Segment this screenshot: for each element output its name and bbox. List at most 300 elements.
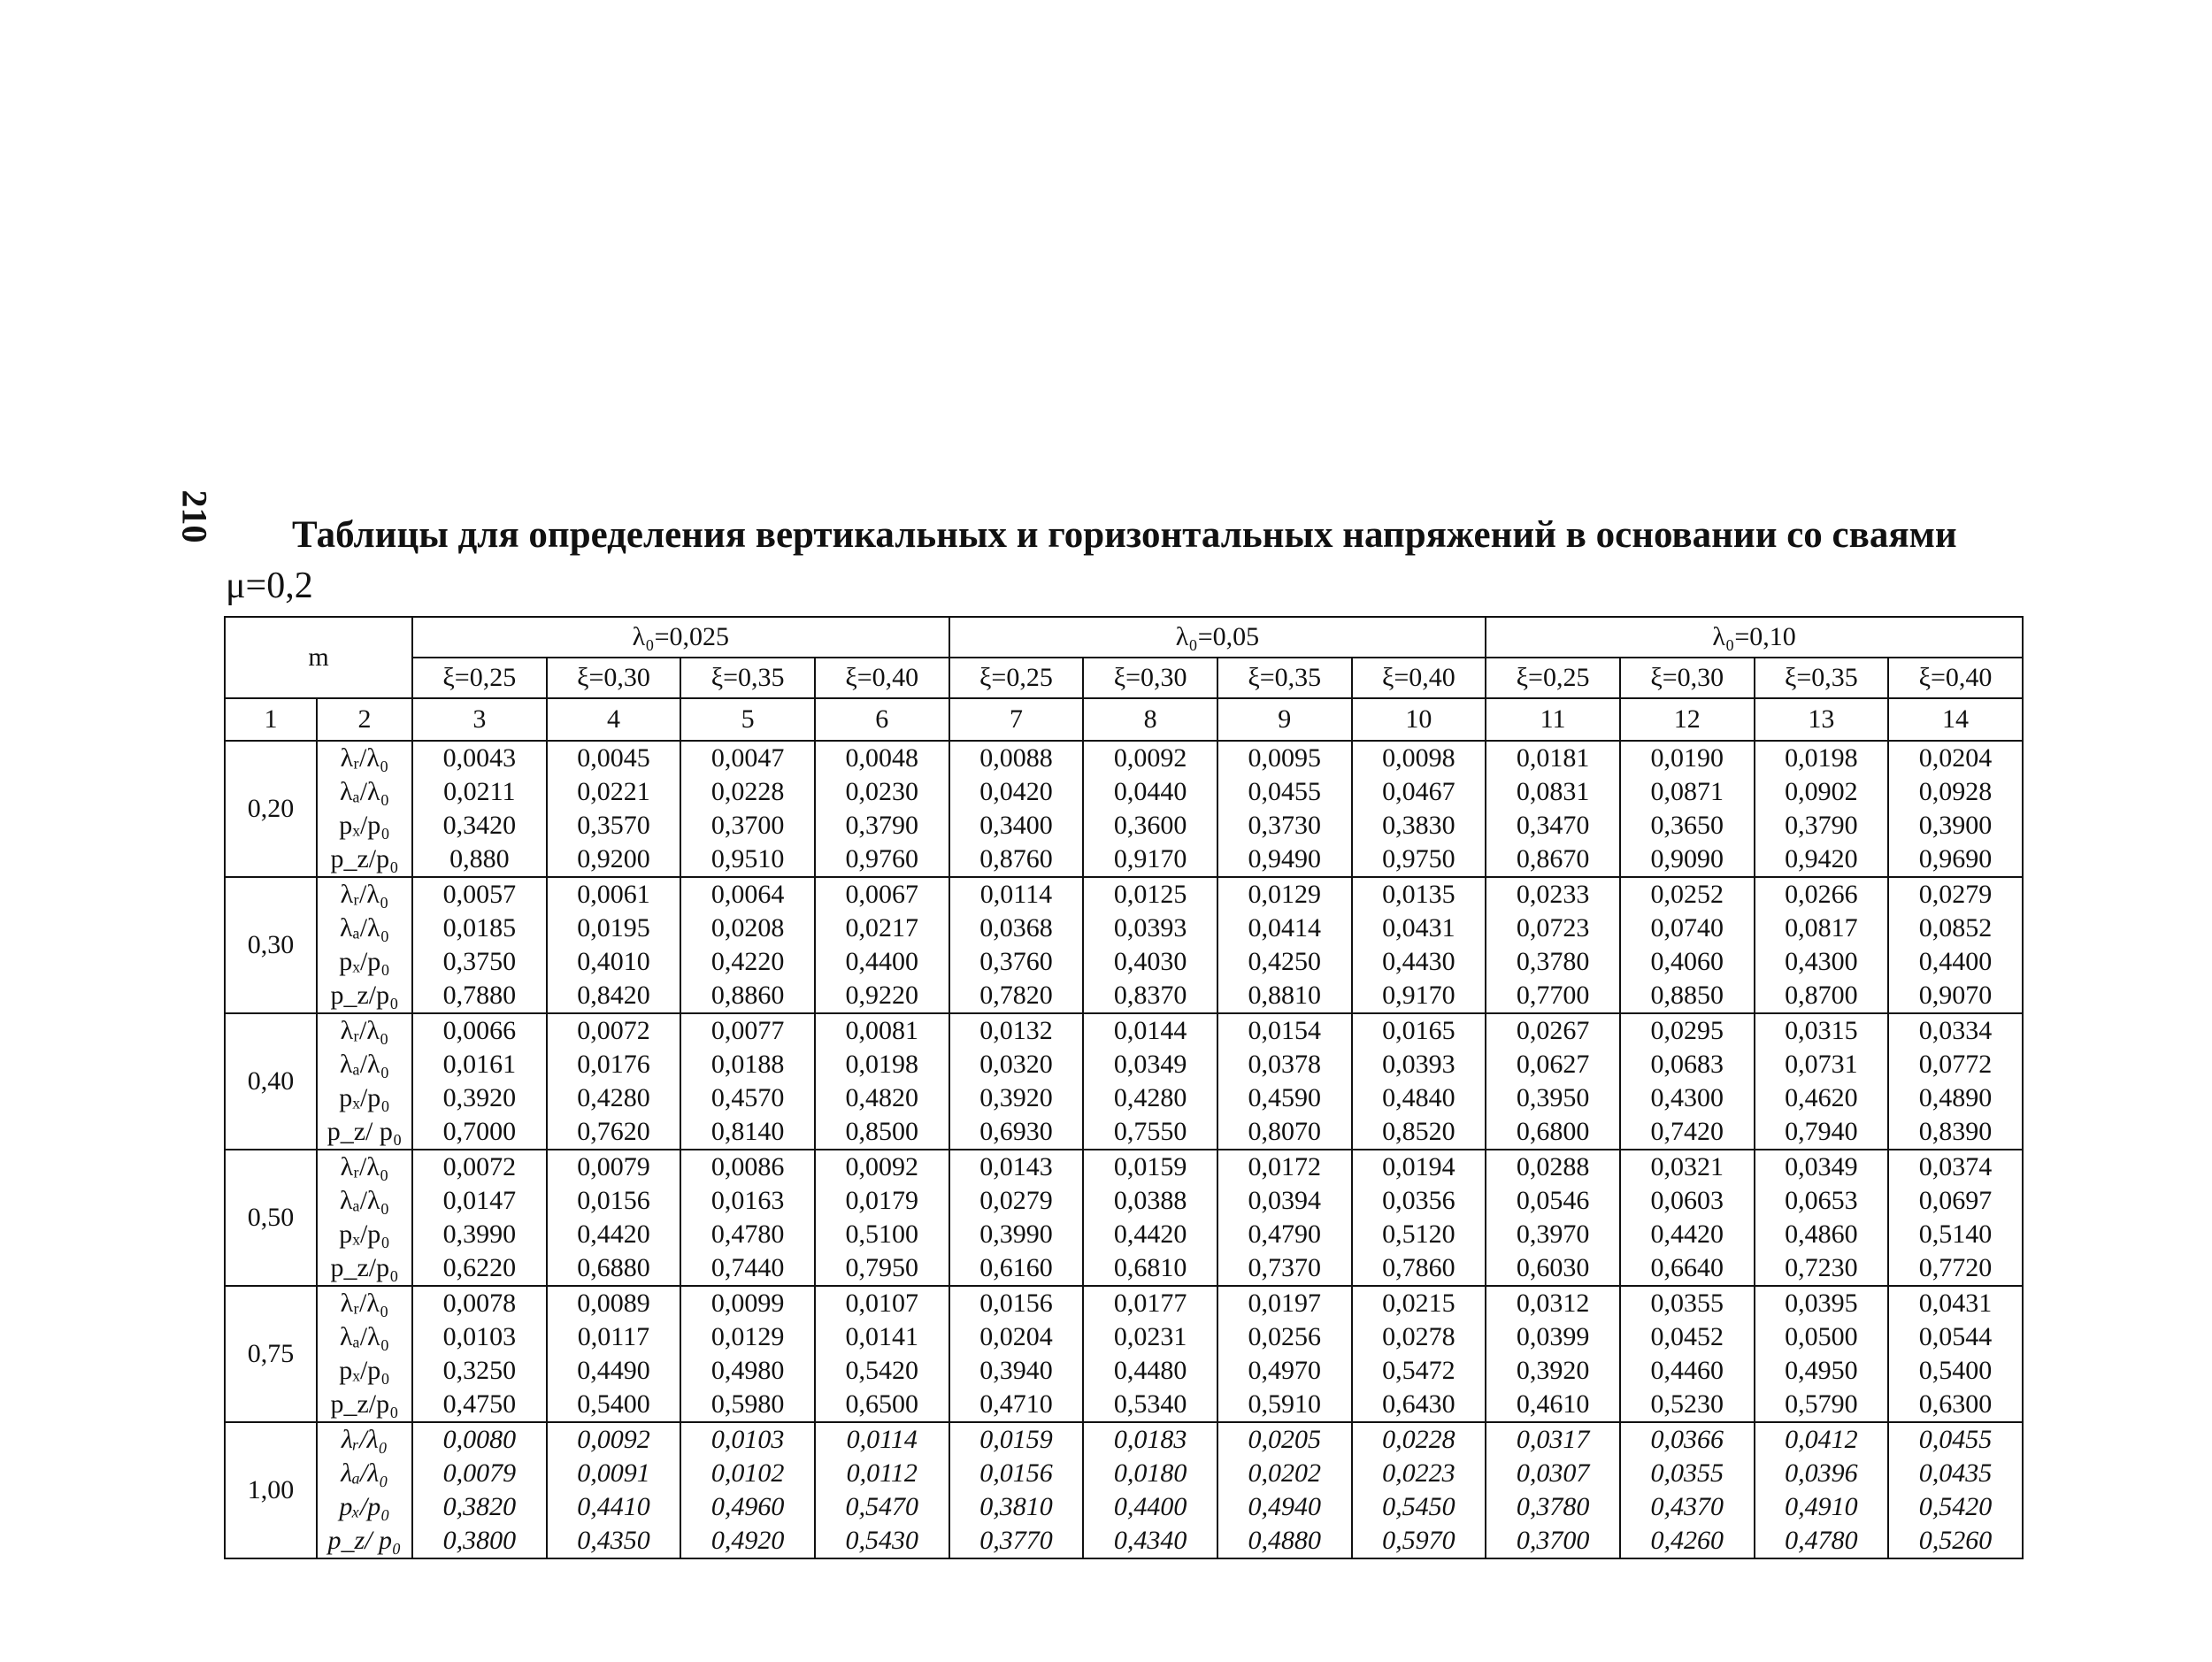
cell-value: 0,9170 xyxy=(1113,844,1187,873)
cell-value: 0,5340 xyxy=(1113,1389,1187,1419)
xi-header: ξ=0,35 xyxy=(680,658,815,698)
cell-value: 0,0092 xyxy=(845,1152,919,1181)
value-cell xyxy=(1755,1013,1889,1150)
cell-value: 0,4610 xyxy=(1516,1389,1590,1419)
column-number: 10 xyxy=(1352,698,1486,741)
cell-value: 0,8390 xyxy=(1918,1117,1993,1146)
value-cell xyxy=(412,741,547,877)
cell-value: 0,9170 xyxy=(1382,981,1455,1010)
cell-value: 0,4420 xyxy=(1650,1220,1724,1249)
cell-value: 0,4300 xyxy=(1785,947,1858,976)
cell-value: 0,4060 xyxy=(1650,947,1724,976)
cell-value: 0,0252 xyxy=(1650,880,1724,909)
value-cell xyxy=(1217,741,1352,877)
cell-value: 0,7000 xyxy=(442,1117,517,1146)
cell-value: 0,3650 xyxy=(1650,811,1724,840)
xi-header: ξ=0,30 xyxy=(547,658,681,698)
cell-value: 0,0190 xyxy=(1650,743,1724,773)
value-cell xyxy=(1083,1286,1217,1422)
cell-value: 0,3760 xyxy=(979,947,1053,976)
cell-value: 0,0288 xyxy=(1516,1152,1590,1181)
value-cell xyxy=(815,877,949,1013)
cell-value: 0,0114 xyxy=(846,1425,918,1454)
xi-header: ξ=0,40 xyxy=(1888,658,2023,698)
cell-value: 0,0393 xyxy=(1113,913,1187,943)
cell-value: 0,0233 xyxy=(1516,880,1590,909)
value-cell xyxy=(815,1286,949,1422)
cell-value: 0,3900 xyxy=(1918,811,1993,840)
value-cell xyxy=(1755,1422,1889,1558)
cell-value: 0,3470 xyxy=(1516,811,1590,840)
value-cell xyxy=(1083,741,1217,877)
value-cell xyxy=(1083,1013,1217,1150)
cell-value: 0,3600 xyxy=(1113,811,1187,840)
cell-value: 0,5230 xyxy=(1650,1389,1724,1419)
value-cell xyxy=(547,1150,681,1286)
ratio-symbol: λᵣ/λ₀ xyxy=(340,1289,389,1318)
cell-value: 0,0077 xyxy=(710,1016,785,1045)
cell-value: 0,4780 xyxy=(710,1220,785,1249)
cell-value: 0,6640 xyxy=(1650,1253,1724,1282)
value-cell xyxy=(1217,1422,1352,1558)
cell-value: 0,0102 xyxy=(710,1458,785,1488)
value-cell xyxy=(1083,1422,1217,1558)
cell-value: 0,3780 xyxy=(1516,947,1590,976)
cell-value: 0,7230 xyxy=(1785,1253,1858,1282)
cell-value: 0,0215 xyxy=(1382,1289,1455,1318)
value-cell xyxy=(1620,1150,1755,1286)
cell-value: 0,3920 xyxy=(1516,1356,1590,1385)
column-number-row xyxy=(225,698,2023,741)
cell-value: 0,0317 xyxy=(1516,1425,1590,1454)
cell-value: 0,3920 xyxy=(442,1083,517,1112)
cell-value: 0,3790 xyxy=(1785,811,1858,840)
table-row xyxy=(225,1286,2023,1422)
value-cell xyxy=(412,1150,547,1286)
cell-value: 0,0081 xyxy=(845,1016,919,1045)
cell-value: 0,0544 xyxy=(1918,1322,1993,1351)
cell-value: 0,3780 xyxy=(1516,1492,1590,1521)
cell-value: 0,0107 xyxy=(845,1289,919,1318)
cell-value: 0,9760 xyxy=(845,844,919,873)
value-cell xyxy=(1486,1013,1620,1150)
cell-value: 0,0278 xyxy=(1382,1322,1455,1351)
cell-value: 0,0223 xyxy=(1382,1458,1455,1488)
cell-value: 0,0440 xyxy=(1113,777,1187,806)
cell-value: 0,0204 xyxy=(1918,743,1993,773)
cell-value: 0,0217 xyxy=(845,913,919,943)
cell-value: 0,8370 xyxy=(1113,981,1187,1010)
cell-value: 0,0172 xyxy=(1248,1152,1322,1181)
cell-value: 0,8850 xyxy=(1650,981,1724,1010)
stress-table-body xyxy=(225,617,2023,1558)
cell-value: 0,0188 xyxy=(710,1050,785,1079)
cell-value: 0,4840 xyxy=(1382,1083,1455,1112)
m-value: 0,30 xyxy=(225,877,317,1013)
value-cell xyxy=(1888,1286,2023,1422)
cell-value: 0,4860 xyxy=(1785,1220,1858,1249)
cell-value: 0,0144 xyxy=(1113,1016,1187,1045)
cell-value: 0,0086 xyxy=(710,1152,785,1181)
lambda0-group-header: λ₀=0,025 xyxy=(412,617,949,658)
cell-value: 0,0208 xyxy=(710,913,785,943)
cell-value: 0,0266 xyxy=(1785,880,1858,909)
cell-value: 0,0603 xyxy=(1650,1186,1724,1215)
value-cell xyxy=(1620,1286,1755,1422)
cell-value: 0,0740 xyxy=(1650,913,1724,943)
cell-value: 0,6800 xyxy=(1516,1117,1590,1146)
cell-value: 0,4620 xyxy=(1785,1083,1858,1112)
cell-value: 0,0267 xyxy=(1516,1016,1590,1045)
ratio-symbols xyxy=(317,1286,412,1422)
cell-value: 0,4710 xyxy=(979,1389,1053,1419)
cell-value: 0,0455 xyxy=(1918,1425,1993,1454)
ratio-symbol: p_z/p₀ xyxy=(330,1253,399,1282)
value-cell xyxy=(680,1286,815,1422)
ratio-symbol: λᵣ/λ₀ xyxy=(340,1016,389,1045)
column-number: 3 xyxy=(412,698,547,741)
cell-value: 0,0103 xyxy=(710,1425,785,1454)
cell-value: 0,9690 xyxy=(1918,844,1993,873)
cell-value: 0,0159 xyxy=(979,1425,1053,1454)
cell-value: 0,5470 xyxy=(845,1492,919,1521)
cell-value: 0,0147 xyxy=(442,1186,517,1215)
column-number: 8 xyxy=(1083,698,1217,741)
cell-value: 0,7550 xyxy=(1113,1117,1187,1146)
cell-value: 0,0431 xyxy=(1918,1289,1993,1318)
column-number: 7 xyxy=(949,698,1084,741)
cell-value: 0,0099 xyxy=(710,1289,785,1318)
cell-value: 0,8420 xyxy=(577,981,650,1010)
cell-value: 0,5260 xyxy=(1918,1526,1993,1555)
cell-value: 0,4340 xyxy=(1113,1526,1187,1555)
cell-value: 0,3950 xyxy=(1516,1083,1590,1112)
value-cell xyxy=(1217,1286,1352,1422)
header-row-xi xyxy=(225,658,2023,698)
cell-value: 0,0228 xyxy=(710,777,785,806)
cell-value: 0,0500 xyxy=(1785,1322,1858,1351)
cell-value: 0,4880 xyxy=(1248,1526,1322,1555)
ratio-symbol: p_z/ p₀ xyxy=(326,1117,403,1146)
cell-value: 0,0132 xyxy=(979,1016,1053,1045)
cell-value: 0,4980 xyxy=(710,1356,785,1385)
value-cell xyxy=(412,877,547,1013)
cell-value: 0,0141 xyxy=(845,1322,919,1351)
cell-value: 0,0159 xyxy=(1113,1152,1187,1181)
ratio-symbol: pₓ/p₀ xyxy=(339,1492,390,1521)
cell-value: 0,7370 xyxy=(1248,1253,1322,1282)
cell-value: 0,0546 xyxy=(1516,1186,1590,1215)
cell-value: 0,0117 xyxy=(577,1322,650,1351)
value-cell xyxy=(1755,1286,1889,1422)
cell-value: 0,3570 xyxy=(577,811,650,840)
cell-value: 0,7700 xyxy=(1516,981,1590,1010)
cell-value: 0,0394 xyxy=(1248,1186,1322,1215)
value-cell xyxy=(680,1013,815,1150)
table-row xyxy=(225,1422,2023,1558)
cell-value: 0,0230 xyxy=(845,777,919,806)
cell-value: 0,0195 xyxy=(577,913,650,943)
ratio-symbols xyxy=(317,1422,412,1558)
cell-value: 0,4960 xyxy=(710,1492,785,1521)
cell-value: 0,4950 xyxy=(1785,1356,1858,1385)
cell-value: 0,0088 xyxy=(979,743,1053,773)
cell-value: 0,6930 xyxy=(979,1117,1053,1146)
cell-value: 0,0129 xyxy=(710,1322,785,1351)
cell-value: 0,0393 xyxy=(1382,1050,1455,1079)
cell-value: 0,4010 xyxy=(577,947,650,976)
cell-value: 0,7420 xyxy=(1650,1117,1724,1146)
cell-value: 0,3820 xyxy=(442,1492,517,1521)
cell-value: 0,0204 xyxy=(979,1322,1053,1351)
cell-value: 0,0072 xyxy=(442,1152,517,1181)
column-number: 9 xyxy=(1217,698,1352,741)
column-number: 4 xyxy=(547,698,681,741)
cell-value: 0,5450 xyxy=(1382,1492,1455,1521)
cell-value: 0,9220 xyxy=(845,981,919,1010)
cell-value: 0,4790 xyxy=(1248,1220,1322,1249)
cell-value: 0,0772 xyxy=(1918,1050,1993,1079)
ratio-symbol: p_z/p₀ xyxy=(330,1389,399,1419)
value-cell xyxy=(680,741,815,877)
cell-value: 0,4940 xyxy=(1248,1492,1322,1521)
cell-value: 0,9200 xyxy=(577,844,650,873)
cell-value: 0,4460 xyxy=(1650,1356,1724,1385)
cell-value: 0,0064 xyxy=(710,880,785,909)
ratio-symbol: λₐ/λ₀ xyxy=(339,1186,390,1215)
cell-value: 0,0043 xyxy=(442,743,517,773)
cell-value: 0,0114 xyxy=(979,880,1053,909)
table-row xyxy=(225,1150,2023,1286)
cell-value: 0,0176 xyxy=(577,1050,650,1079)
table-row xyxy=(225,877,2023,1013)
ratio-symbol: pₓ/p₀ xyxy=(339,1356,390,1385)
value-cell xyxy=(1486,741,1620,877)
ratio-symbols xyxy=(317,877,412,1013)
cell-value: 0,8670 xyxy=(1516,844,1590,873)
value-cell xyxy=(1755,1150,1889,1286)
m-value: 0,75 xyxy=(225,1286,317,1422)
m-value: 1,00 xyxy=(225,1422,317,1558)
cell-value: 0,0355 xyxy=(1650,1458,1724,1488)
cell-value: 0,3420 xyxy=(442,811,517,840)
cell-value: 0,0202 xyxy=(1248,1458,1322,1488)
cell-value: 0,9090 xyxy=(1650,844,1724,873)
value-cell xyxy=(815,741,949,877)
cell-value: 0,6430 xyxy=(1382,1389,1455,1419)
ratio-symbol: λₐ/λ₀ xyxy=(339,777,390,806)
ratio-symbol: λᵣ/λ₀ xyxy=(340,880,389,909)
cell-value: 0,6160 xyxy=(979,1253,1053,1282)
cell-value: 0,3750 xyxy=(442,947,517,976)
cell-value: 0,4920 xyxy=(710,1526,785,1555)
cell-value: 0,7950 xyxy=(845,1253,919,1282)
cell-value: 0,4370 xyxy=(1650,1492,1724,1521)
cell-value: 0,0420 xyxy=(979,777,1053,806)
cell-value: 0,0067 xyxy=(845,880,919,909)
cell-value: 0,0395 xyxy=(1785,1289,1858,1318)
cell-value: 0,0467 xyxy=(1382,777,1455,806)
ratio-symbol: pₓ/p₀ xyxy=(339,947,390,976)
cell-value: 0,9420 xyxy=(1785,844,1858,873)
cell-value: 0,8500 xyxy=(845,1117,919,1146)
cell-value: 0,0228 xyxy=(1382,1425,1455,1454)
cell-value: 0,7440 xyxy=(710,1253,785,1282)
cell-value: 0,4910 xyxy=(1785,1492,1858,1521)
cell-value: 0,8520 xyxy=(1382,1117,1455,1146)
ratio-symbol: λₐ/λ₀ xyxy=(339,1050,390,1079)
cell-value: 0,0165 xyxy=(1382,1016,1455,1045)
value-cell xyxy=(1217,1150,1352,1286)
cell-value: 0,4430 xyxy=(1382,947,1455,976)
m-value: 0,40 xyxy=(225,1013,317,1150)
cell-value: 0,0092 xyxy=(577,1425,650,1454)
cell-value: 0,4420 xyxy=(1113,1220,1187,1249)
cell-value: 0,0435 xyxy=(1918,1458,1993,1488)
ratio-symbol: p_z/ p₀ xyxy=(327,1526,402,1555)
cell-value: 0,0129 xyxy=(1248,880,1322,909)
value-cell xyxy=(412,1422,547,1558)
cell-value: 0,7940 xyxy=(1785,1117,1858,1146)
cell-value: 0,5420 xyxy=(1918,1492,1993,1521)
ratio-symbol: pₓ/p₀ xyxy=(339,1083,390,1112)
value-cell xyxy=(412,1013,547,1150)
cell-value: 0,0697 xyxy=(1918,1186,1993,1215)
cell-value: 0,5980 xyxy=(710,1389,785,1419)
cell-value: 0,0334 xyxy=(1918,1016,1993,1045)
cell-value: 0,0279 xyxy=(1918,880,1993,909)
column-number: 13 xyxy=(1755,698,1889,741)
ratio-symbol: λₐ/λ₀ xyxy=(341,1458,388,1488)
cell-value: 0,0072 xyxy=(577,1016,650,1045)
cell-value: 0,0231 xyxy=(1113,1322,1187,1351)
cell-value: 0,5400 xyxy=(1918,1356,1993,1385)
value-cell xyxy=(680,877,815,1013)
cell-value: 0,0307 xyxy=(1516,1458,1590,1488)
cell-value: 0,4400 xyxy=(1113,1492,1187,1521)
cell-value: 0,7720 xyxy=(1918,1253,1993,1282)
cell-value: 0,4970 xyxy=(1248,1356,1322,1385)
cell-value: 0,8860 xyxy=(710,981,785,1010)
value-cell xyxy=(949,1422,1084,1558)
lambda0-group-header: λ₀=0,10 xyxy=(1486,617,2023,658)
cell-value: 0,0320 xyxy=(979,1050,1053,1079)
xi-header: ξ=0,40 xyxy=(815,658,949,698)
cell-value: 0,3990 xyxy=(442,1220,517,1249)
cell-value: 0,0414 xyxy=(1248,913,1322,943)
cell-value: 0,3770 xyxy=(979,1526,1053,1555)
cell-value: 0,5400 xyxy=(577,1389,650,1419)
cell-value: 0,0349 xyxy=(1113,1050,1187,1079)
cell-value: 0,3970 xyxy=(1516,1220,1590,1249)
value-cell xyxy=(1888,1150,2023,1286)
cell-value: 0,4590 xyxy=(1248,1083,1322,1112)
cell-value: 0,5100 xyxy=(845,1220,919,1249)
cell-value: 0,4220 xyxy=(710,947,785,976)
value-cell xyxy=(949,1150,1084,1286)
cell-value: 0,8070 xyxy=(1248,1117,1322,1146)
cell-value: 0,0723 xyxy=(1516,913,1590,943)
cell-value: 0,0098 xyxy=(1382,743,1455,773)
cell-value: 0,5790 xyxy=(1785,1389,1858,1419)
lambda0-group-header: λ₀=0,05 xyxy=(949,617,1486,658)
cell-value: 0,0396 xyxy=(1785,1458,1858,1488)
cell-value: 0,9510 xyxy=(710,844,785,873)
cell-value: 0,5140 xyxy=(1918,1220,1993,1249)
cell-value: 0,3800 xyxy=(442,1526,517,1555)
cell-value: 0,4250 xyxy=(1248,947,1322,976)
cell-value: 0,4280 xyxy=(577,1083,650,1112)
cell-value: 0,0135 xyxy=(1382,880,1455,909)
value-cell xyxy=(547,1013,681,1150)
value-cell xyxy=(547,1286,681,1422)
cell-value: 0,6220 xyxy=(442,1253,517,1282)
stress-table xyxy=(224,616,2024,1559)
cell-value: 0,0048 xyxy=(845,743,919,773)
cell-value: 0,4260 xyxy=(1650,1526,1724,1555)
cell-value: 0,4780 xyxy=(1785,1526,1858,1555)
table-title: Таблицы для определения вертикальных и горизонтальных напряжений в основании со сваями xyxy=(292,514,1957,556)
cell-value: 0,3700 xyxy=(710,811,785,840)
table-row xyxy=(225,1013,2023,1150)
xi-header: ξ=0,25 xyxy=(949,658,1084,698)
cell-value: 0,4750 xyxy=(442,1389,517,1419)
cell-value: 0,0355 xyxy=(1650,1289,1724,1318)
cell-value: 0,0156 xyxy=(577,1186,650,1215)
cell-value: 0,0452 xyxy=(1650,1322,1724,1351)
cell-value: 0,6880 xyxy=(577,1253,650,1282)
value-cell xyxy=(1888,1013,2023,1150)
ratio-symbol: p_z/p₀ xyxy=(330,844,399,873)
cell-value: 0,0078 xyxy=(442,1289,517,1318)
column-number: 5 xyxy=(680,698,815,741)
cell-value: 0,7880 xyxy=(442,981,517,1010)
m-value: 0,20 xyxy=(225,741,317,877)
cell-value: 0,0627 xyxy=(1516,1050,1590,1079)
value-cell xyxy=(1083,1150,1217,1286)
cell-value: 0,0079 xyxy=(577,1152,650,1181)
cell-value: 0,3830 xyxy=(1382,811,1455,840)
value-cell xyxy=(1352,741,1486,877)
page-number: 210 xyxy=(174,489,215,543)
xi-header: ξ=0,30 xyxy=(1083,658,1217,698)
cell-value: 0,8700 xyxy=(1785,981,1858,1010)
cell-value: 0,0163 xyxy=(710,1186,785,1215)
ratio-symbols xyxy=(317,1013,412,1150)
cell-value: 0,3810 xyxy=(979,1492,1053,1521)
cell-value: 0,0057 xyxy=(442,880,517,909)
cell-value: 0,0156 xyxy=(979,1458,1053,1488)
cell-value: 0,0295 xyxy=(1650,1016,1724,1045)
value-cell xyxy=(1352,1422,1486,1558)
cell-value: 0,4030 xyxy=(1113,947,1187,976)
cell-value: 0,3790 xyxy=(845,811,919,840)
value-cell xyxy=(1888,1422,2023,1558)
cell-value: 0,4410 xyxy=(577,1492,650,1521)
cell-value: 0,5910 xyxy=(1248,1389,1322,1419)
cell-value: 0,0731 xyxy=(1785,1050,1858,1079)
cell-value: 0,0399 xyxy=(1516,1322,1590,1351)
table-row xyxy=(225,741,2023,877)
cell-value: 0,3400 xyxy=(979,811,1053,840)
value-cell xyxy=(1486,1150,1620,1286)
cell-value: 0,9490 xyxy=(1248,844,1322,873)
cell-value: 0,6300 xyxy=(1918,1389,1993,1419)
value-cell xyxy=(1486,877,1620,1013)
xi-header: ξ=0,40 xyxy=(1352,658,1486,698)
cell-value: 0,0197 xyxy=(1248,1289,1322,1318)
cell-value: 0,0061 xyxy=(577,880,650,909)
